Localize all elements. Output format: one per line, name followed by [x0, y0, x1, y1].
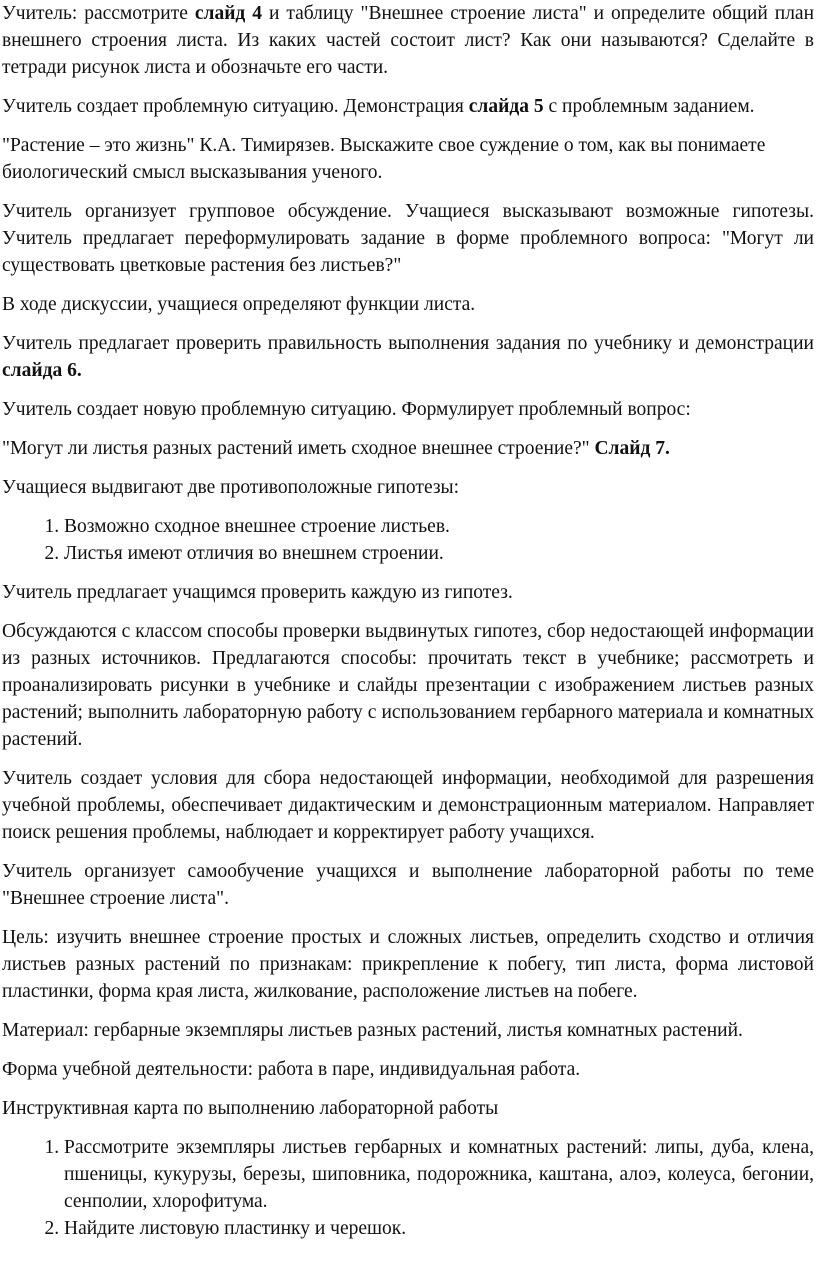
bold-text: слайда 6. — [2, 360, 82, 381]
paragraph-discussion-functions: В ходе дискуссии, учащиеся определяют функции листа. — [2, 294, 476, 315]
text: Учитель: рассмотрите — [2, 3, 195, 24]
paragraph-problem-question — [2, 435, 814, 462]
paragraph-conditions: Учитель создает условия для сбора недостающей информации, необходимой для разрешения учебной проблемы, обеспечивает дидактическим и демонстрационным материалом. Направляет поиск решения проблемы, наблюдает и корректирует работу учащихся. — [2, 768, 814, 843]
paragraph-check-slide-6 — [2, 330, 814, 384]
text: с проблемным заданием. — [543, 96, 755, 117]
paragraph-problem-situation — [2, 93, 814, 120]
bold-text: слайд 4 — [194, 3, 262, 24]
list-item: 2. Листья имеют отличия во внешнем строении. — [64, 540, 814, 567]
paragraph-instruction-card-title: Инструктивная карта по выполнению лабораторной работы — [2, 1098, 499, 1119]
paragraph-group-discussion: Учитель организует групповое обсуждение. Учащиеся высказывают возможные гипотезы. Учитель предлагает переформулировать задание в форме проблемного вопроса: "Могут ли существовать цветковые растения без листьев?" — [2, 201, 814, 276]
hypotheses-list — [2, 513, 814, 567]
paragraph-slide-4 — [2, 0, 814, 81]
bold-text: слайда 5 — [468, 96, 544, 117]
paragraph-self-study: Учитель организует самообучение учащихся и выполнение лабораторной работы по теме "Внешнее строение листа". — [2, 861, 814, 909]
paragraph-quote: "Растение – это жизнь" К.А. Тимирязев. Выскажите свое суждение о том, как вы понимаете биологический смысл высказывания ученого. — [2, 135, 766, 183]
list-item: 1. Рассмотрите экземпляры листьев гербарных и комнатных растений: липы, дуба, клена, пшеницы, кукурузы, березы, шиповника, подорожника, каштана, алоэ, колеуса, бегонии, сенполии, хлорофитума. — [64, 1134, 814, 1215]
paragraph-new-problem: Учитель создает новую проблемную ситуацию. Формулирует проблемный вопрос: — [2, 399, 691, 420]
paragraph-check-hypotheses: Учитель предлагает учащимся проверить каждую из гипотез. — [2, 582, 513, 603]
list-item: 1. Возможно сходное внешнее строение листьев. — [64, 513, 814, 540]
paragraph-methods: Обсуждаются с классом способы проверки выдвинутых гипотез, сбор недостающей информации из разных источников. Предлагаются способы: прочитать текст в учебнике; рассмотреть и проанализировать рисунки в учебнике и слайды презентации с изображением листьев разных растений; выполнить лабораторную работу с использованием гербарного материала и комнатных растений. — [2, 621, 814, 750]
bold-text: Слайд 7. — [594, 438, 670, 459]
list-item: 2. Найдите листовую пластинку и черешок. — [64, 1215, 814, 1242]
text: Учитель создает проблемную ситуацию. Демонстрация — [2, 96, 469, 117]
text: Учитель предлагает проверить правильность выполнения задания по учебнику и демонстрации — [2, 333, 814, 354]
paragraph-hypotheses-intro: Учащиеся выдвигают две противоположные гипотезы: — [2, 477, 460, 498]
text: "Могут ли листья разных растений иметь сходное внешнее строение?" — [2, 438, 595, 459]
paragraph-material: Материал: гербарные экземпляры листьев разных растений, листья комнатных растений. — [2, 1020, 743, 1041]
paragraph-goal: Цель: изучить внешнее строение простых и сложных листьев, определить сходство и отличия листьев разных растений по признакам: прикрепление к побегу, тип листа, форма листовой пластинки, форма края листа, жилкование, расположение листьев на побеге. — [2, 927, 814, 1002]
lab-steps-list — [2, 1134, 814, 1242]
text: и таблицу "Внешнее строение листа" и определите общий план внешнего строения листа. Из каких частей состоит лист? Как они называются? Сделайте в тетради рисунок листа и обозначьте его части. — [2, 3, 815, 78]
paragraph-activity-form: Форма учебной деятельности: работа в паре, индивидуальная работа. — [2, 1059, 581, 1080]
